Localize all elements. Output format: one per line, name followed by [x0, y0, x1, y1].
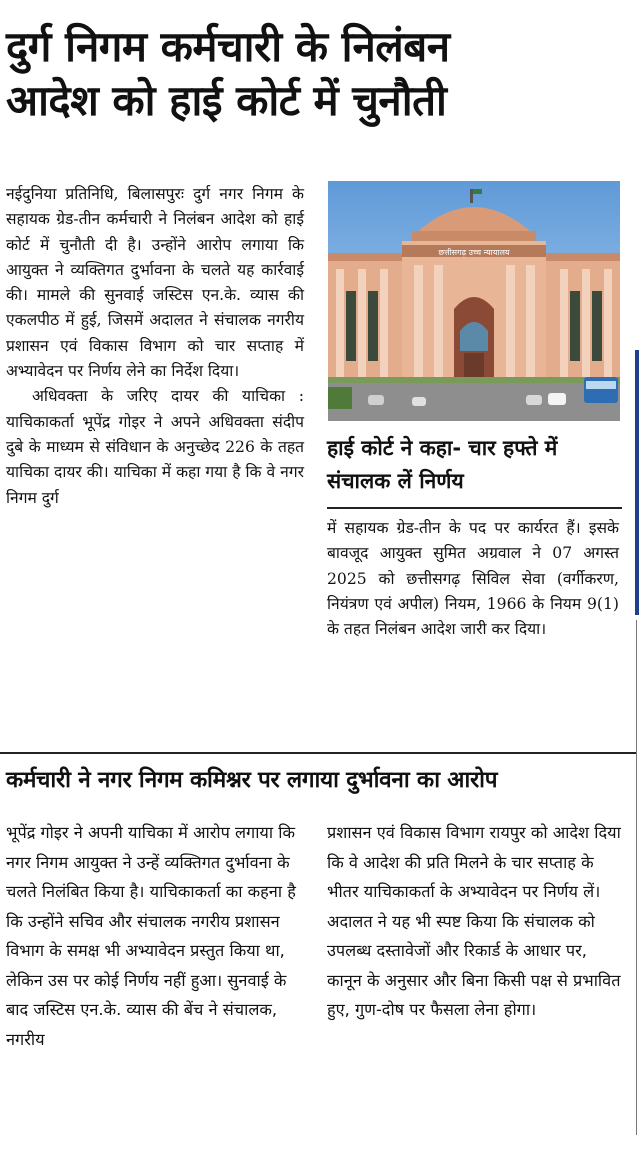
headline [6, 20, 616, 128]
story-left-column [6, 182, 304, 511]
subhead-rule [327, 507, 622, 509]
column-divider [636, 620, 637, 1135]
story-paragraph-1: नईदुनिया प्रतिनिधि, बिलासपुरः दुर्ग नगर निगम के सहायक ग्रेड-तीन कर्मचारी ने निलंबन आदेश को हाई कोर्ट में चुनौती दी है। उन्होंने आरोप लगाया कि आयुक्त ने व्यक्तिगत दुर्भावना के चलते यह कार्रवाई की। मामले की सुनवाई जस्टिस एन.के. व्यास की एकलपीठ में हुई, जिसमें अदालत ने संचालक नगरीय प्रशासन एवं विकास विभाग को चार सप्ताह में अभ्यावेदन पर निर्णय लेने का निर्देश दिया। [6, 185, 304, 381]
section-left-column: भूपेंद्र गोइर ने अपनी याचिका में आरोप लगाया कि नगर निगम आयुक्त ने उन्हें व्यक्तिगत दुर्भावना के चलते निलंबित किया है। याचिकाकर्ता का कहना है कि उन्होंने सचिव और संचालक नगरीय प्रशासन विभाग के समक्ष भी अभ्यावेदन प्रस्तुत किया था, लेकिन उस पर कोई निर्णय नहीं हुआ। सुनवाई के बाद जस्टिस एन.के. व्यास की बेंच ने संचालक, नगरीय [6, 823, 296, 1049]
headline-line-2: आदेश को हाई कोर्ट में चुनौती [6, 76, 447, 125]
court-sign-text: छत्तीसगढ़ उच्च न्यायालय [438, 248, 510, 257]
photo-subheading: हाई कोर्ट ने कहा- चार हफ्ते में संचालक लें निर्णय [327, 436, 558, 493]
high-court-photo [328, 181, 620, 421]
story-paragraph-2: अधिवक्ता के जरिए दायर की याचिका : याचिकाकर्ता भूपेंद्र गोइर ने अपने अधिवक्ता संदीप दुबे के माध्यम से संविधान के अनुच्छेद 226 के तहत याचिका दायर की। याचिका में कहा गया है कि वे नगर निगम दुर्ग [6, 387, 304, 507]
section-top-rule [0, 752, 636, 754]
section-right-column: प्रशासन एवं विकास विभाग रायपुर को आदेश दिया कि वे आदेश की प्रति मिलने के चार सप्ताह के भीतर याचिकाकर्ता के अभ्यावेदन पर निर्णय लें। अदालत ने यह भी स्पष्ट किया कि संचालक को उपलब्ध दस्तावेजों और रिकार्ड के आधार पर, कानून के अनुसार और बिना किसी पक्ष से प्रभावित हुए, गुण-दोष पर फैसला लेना होगा। [327, 823, 621, 1019]
story-paragraph-3: में सहायक ग्रेड-तीन के पद पर कार्यरत हैं। इसके बावजूद आयुक्त सुमित अग्रवाल ने 07 अगस्त 2025 को छत्तीसगढ़ सिविल सेवा (वर्गीकरण, नियंत्रण एवं अपील) नियम, 1966 के नियम 9(1) के तहत निलंबन आदेश जारी कर दिया। [327, 519, 619, 639]
headline-line-1: दुर्ग निगम कर्मचारी के निलंबन [6, 22, 450, 71]
accent-bar [635, 350, 639, 615]
story-right-column [327, 516, 619, 642]
section-heading: कर्मचारी ने नगर निगम कमिश्नर पर लगाया दुर्भावना का आरोप [6, 767, 498, 793]
high-court-building-illustration [328, 181, 620, 421]
